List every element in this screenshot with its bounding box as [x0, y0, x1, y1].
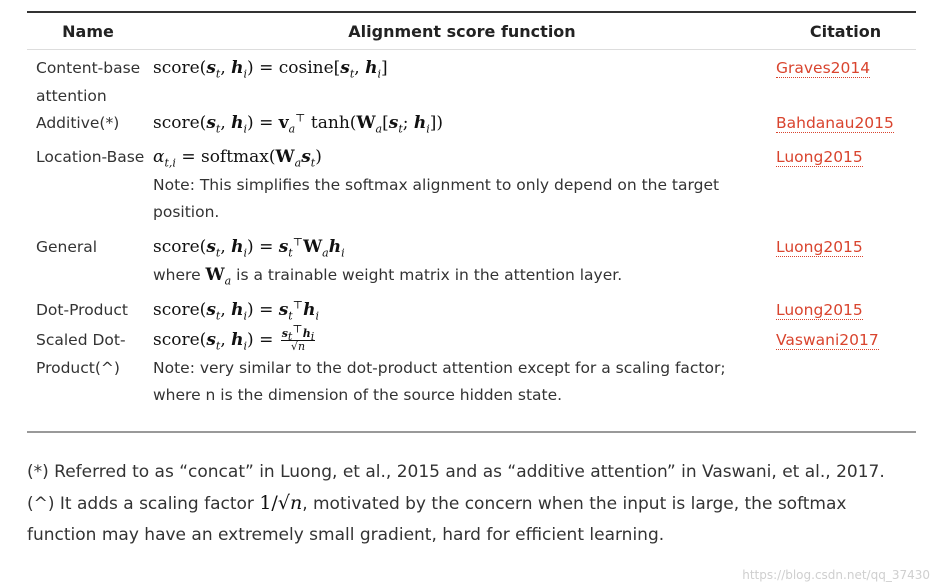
header-function: Alignment score function [149, 13, 775, 50]
footnotes [27, 457, 907, 551]
row-citation[interactable] [775, 110, 916, 144]
watermark: https://blog.csdn.net/qq_37430 [742, 568, 930, 582]
row-note: Note: This simplifies the softmax alignment to only depend on the target position. [153, 175, 720, 221]
table-row [27, 232, 916, 294]
score-function-table [27, 11, 916, 419]
row-formula [149, 110, 775, 144]
note-prefix: where [153, 265, 201, 284]
table-row [27, 327, 916, 419]
row-formula [149, 322, 775, 419]
citation-link[interactable]: Luong2015 [776, 238, 863, 256]
row-name: Scaled Dot-Product(^) [36, 331, 126, 377]
header-name: Name [27, 13, 149, 50]
table-header-row [27, 13, 916, 50]
footnote-star: (*) Referred to as “concat” in Luong, et al., 2015 and as “additive attention” in Vaswani, et al., 2017. [27, 462, 885, 482]
row-citation[interactable] [775, 50, 916, 111]
row-formula [149, 144, 775, 232]
formula-general: $score(s_t$, $h_i) = s_t^⊤W_ah_i$ [153, 235, 345, 260]
citation-link[interactable]: Luong2015 [776, 148, 863, 166]
citation-link[interactable]: Vaswani2017 [776, 331, 879, 349]
formula-content-base: $score(s_t$, $h_i) = cosine[s_t$, $h_i$] [153, 58, 388, 81]
header-citation: Citation [775, 13, 916, 50]
table-bottom-rule [27, 431, 916, 433]
formula-additive: $score(s_t$, $h_i) = v_a^⊤$ $\tanh(W_a[s_t$; $h_i$]) [153, 111, 444, 136]
row-formula [149, 50, 775, 111]
formula-location-base: $\alpha_{t,i}$ = $softmax(W_as_t)$ [153, 147, 322, 170]
row-name: Location-Base [36, 148, 145, 166]
table-row [27, 144, 916, 232]
note-suffix: is a trainable weight matrix in the attention layer. [236, 265, 623, 284]
row-name: General [36, 238, 98, 256]
row-citation[interactable] [775, 144, 916, 232]
row-name: Dot-Product [36, 301, 128, 319]
formula-dot-product: $score(s_t$, $h_i) = s_t^⊤h_i$ [153, 298, 319, 323]
row-formula [149, 232, 775, 294]
footnote-caret-suffix: , motivated by the concern when the input is large, the softmax function may have an extremely small gradient, hard for efficient learning. [27, 494, 847, 545]
row-name: Content-base attention [36, 59, 141, 105]
row-formula [149, 294, 775, 327]
footnote-caret [27, 488, 907, 551]
table-row [27, 294, 916, 327]
row-citation[interactable] [775, 294, 916, 327]
citation-link[interactable]: Bahdanau2015 [776, 114, 894, 132]
citation-link[interactable]: Graves2014 [776, 59, 871, 77]
citation-link[interactable]: Luong2015 [776, 301, 863, 319]
row-note: Note: very similar to the dot-product attention except for a scaling factor; where n is the dimension of the source hidden state. [153, 358, 726, 404]
row-citation[interactable] [775, 327, 916, 419]
scaling-factor-math: 1/√n [259, 492, 303, 514]
row-note: where $W_a$ is a trainable weight matrix in the attention layer. [153, 264, 623, 287]
table-row [27, 110, 916, 144]
row-citation[interactable] [775, 232, 916, 294]
formula-scaled-dot-product: $score(s_t$, $h_i$) = $\frac{s_t^⊤h_i}{√n}$ [153, 322, 315, 353]
table-row [27, 50, 916, 111]
footnote-caret-prefix: (^) It adds a scaling factor [27, 494, 254, 514]
row-name: Additive(*) [36, 114, 120, 132]
